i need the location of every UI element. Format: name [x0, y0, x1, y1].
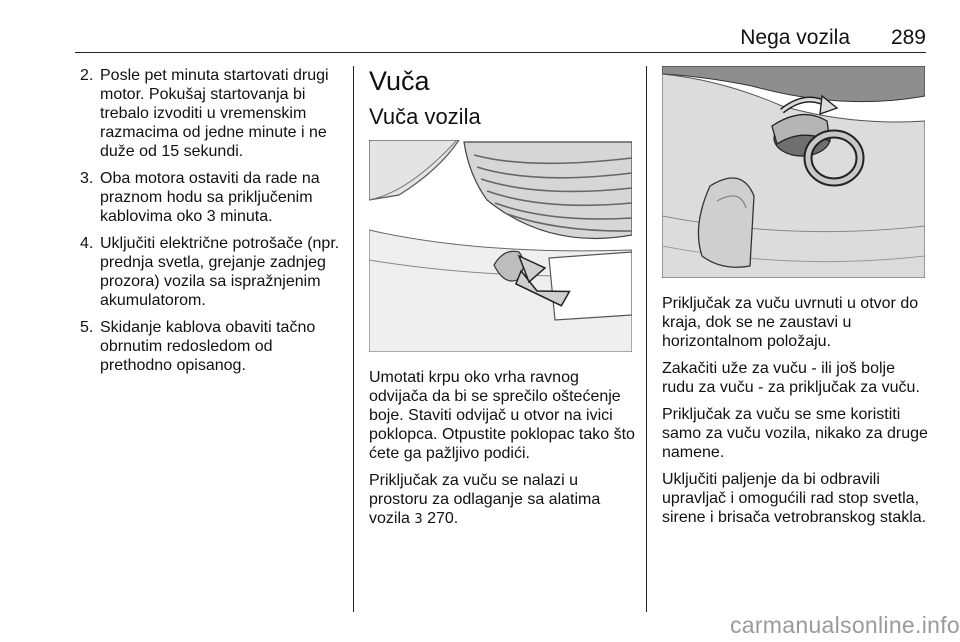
bumper-cover-drawing: [369, 140, 632, 352]
list-item: [80, 169, 342, 226]
paragraph-text: Priključak za vuču se nalazi u prostoru za odlaganje sa alatima vozila: [369, 472, 601, 527]
instruction-paragraph: Priključak za vuču uvrnuti u otvor do kraja, dok se ne zaustavi u horizontalnom položaju.: [662, 295, 919, 350]
page-reference-icon: 3: [414, 512, 423, 527]
watermark: carmanualsonline.info: [729, 612, 960, 638]
page-header-title: Nega vozila: [740, 26, 850, 49]
right-column: [662, 66, 928, 535]
page-reference: 270.: [422, 510, 459, 527]
column-divider-left: [353, 66, 354, 612]
list-item-text: Uključiti električne potrošače (npr. prednja svetla, grejanje zadnjeg prozora) vozila sa ispražnjenim akumulatorom.: [100, 235, 340, 309]
list-item: [80, 66, 342, 161]
instruction-paragraph: Priključak za vuču se sme koristiti samo za vuču vozila, nikako za druge namene.: [662, 406, 928, 461]
list-item-number: 2.: [80, 67, 94, 84]
list-item-number: 4.: [80, 235, 94, 252]
subsection-title: Vuča vozila: [369, 104, 481, 129]
column-divider-right: [646, 66, 647, 612]
list-item-text: Posle pet minuta startovati drugi motor. Pokušaj startovanja bi trebalo izvoditi u vremenskim razmacima od jedne minute i ne duže od 15 sekundi.: [100, 67, 329, 160]
list-item-number: 5.: [80, 319, 94, 336]
list-item-text: Oba motora ostaviti da rade na praznom hodu sa priključenim kablovima oko 3 minuta.: [100, 170, 320, 225]
instruction-paragraph: [369, 471, 635, 529]
list-item: [80, 234, 342, 310]
bumper-cover-illustration: [369, 140, 632, 352]
towing-eye-illustration: [662, 66, 925, 278]
instruction-paragraph: Uključiti paljenje da bi odbravili upravljač i omogućili rad stop svetla, sirene i brisača vetrobranskog stakla.: [662, 471, 927, 526]
instruction-paragraph: Zakačiti uže za vuču - ili još bolje rudu za vuču - za priključak za vuču.: [662, 360, 920, 396]
middle-column: [369, 66, 635, 537]
towing-eye-drawing: [662, 66, 925, 278]
page-number: 289: [890, 26, 926, 49]
left-column: [80, 66, 342, 383]
section-title: Vuča: [369, 66, 430, 96]
list-item-number: 3.: [80, 170, 94, 187]
list-item-text: Skidanje kablova obaviti tačno obrnutim redosledom od prethodno opisanog.: [100, 319, 316, 374]
header-rule: [75, 52, 926, 53]
list-item: [80, 318, 342, 375]
instruction-paragraph: Umotati krpu oko vrha ravnog odvijača da bi se sprečilo oštećenje boje. Staviti odvijač u otvor na ivici poklopca. Otpustite poklopac tako što ćete ga pažljivo podići.: [369, 369, 635, 462]
